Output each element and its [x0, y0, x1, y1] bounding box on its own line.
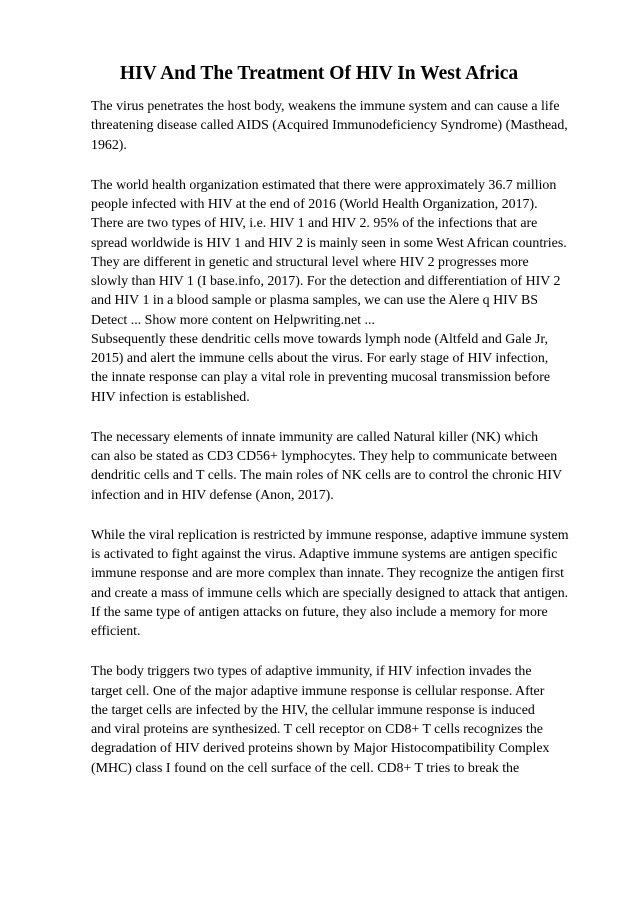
body-paragraph [91, 662, 601, 778]
text-line: and create a mass of immune cells which are specially designed to attack that antigen. [91, 585, 569, 601]
text-line: the innate response can play a vital role in preventing mucosal transmission before [91, 370, 551, 386]
text-line: degradation of HIV derived proteins shown by Major Histocompatibility Complex [91, 741, 550, 757]
text-line: HIV infection is established. [91, 389, 250, 405]
text-line: The virus penetrates the host body, weakens the immune system and can cause a life [91, 99, 560, 114]
body-paragraph [91, 526, 601, 642]
text-line: spread worldwide is HIV 1 and HIV 2 is mainly seen in some West African countries. [91, 235, 567, 251]
text-line: While the viral replication is restricted by immune response, adaptive immune system [91, 527, 569, 543]
text-line: The world health organization estimated that there were approximately 36.7 million [91, 177, 557, 193]
text-line: can also be stated as CD3 CD56+ lymphocytes. They help to communicate between [91, 449, 558, 464]
body-paragraph [91, 97, 601, 155]
text-line: target cell. One of the major adaptive immune response is cellular response. After [91, 683, 545, 699]
text-line: The necessary elements of innate immunity are called Natural killer (NK) which [91, 429, 539, 445]
text-line: infection and in HIV defense (Anon, 2017). [91, 487, 334, 503]
text-line: If the same type of antigen attacks on future, they also include a memory for more [91, 604, 548, 620]
page-title: HIV And The Treatment Of HIV In West Africa [119, 63, 519, 84]
text-line: 2015) and alert the immune cells about the virus. For early stage of HIV infection, [91, 351, 549, 366]
body-paragraph [91, 428, 601, 505]
text-line: There are two types of HIV, i.e. HIV 1 and HIV 2. 95% of the infections that are [91, 216, 538, 232]
text-line: slowly than HIV 1 (I base.info, 2017). For the detection and differentiation of HIV 2 [91, 274, 561, 289]
text-line: 1962). [91, 137, 127, 153]
text-line: immune response and are more complex than innate. They recognize the antigen first [91, 566, 565, 582]
text-line: They are different in genetic and structural level where HIV 2 progresses more [91, 254, 529, 270]
text-line: Detect ... Show more content on Helpwriting.net ... [91, 312, 375, 328]
document-body [91, 97, 601, 799]
text-line: (MHC) class I found on the cell surface of the cell. CD8+ T tries to break the [91, 760, 520, 776]
text-line: dendritic cells and T cells. The main roles of NK cells are to control the chronic HIV [91, 468, 562, 484]
text-line: efficient. [91, 624, 141, 639]
text-line: is activated to fight against the virus. Adaptive immune systems are antigen specific [91, 547, 558, 562]
text-line: threatening disease called AIDS (Acquired Immunodeficiency Syndrome) (Masthead, [91, 118, 568, 134]
text-line: people infected with HIV at the end of 2016 (World Health Organization, 2017). [91, 197, 538, 212]
text-line: and HIV 1 in a blood sample or plasma samples, we can use the Alere q HIV BS [91, 293, 538, 309]
body-paragraph [91, 176, 601, 330]
text-line: the target cells are infected by the HIV, the cellular immune response is induced [91, 702, 535, 718]
text-line: The body triggers two types of adaptive immunity, if HIV infection invades the [91, 664, 532, 680]
body-paragraph [91, 330, 601, 407]
text-line: Subsequently these dendritic cells move towards lymph node (Altfeld and Gale Jr, [91, 331, 548, 347]
text-line: and viral proteins are synthesized. T cell receptor on CD8+ T cells recognizes the [91, 722, 543, 737]
